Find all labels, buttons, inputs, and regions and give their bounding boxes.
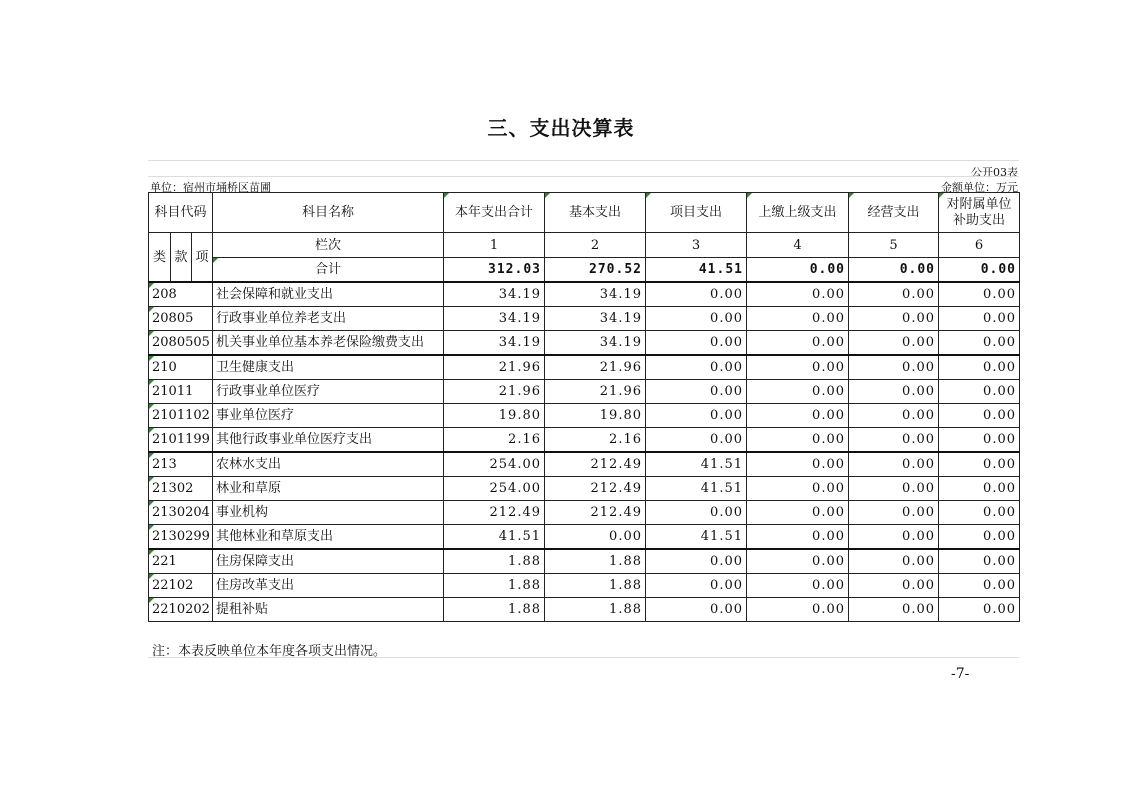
table-row bbox=[149, 282, 1020, 307]
note-rule bbox=[148, 657, 1019, 658]
row-v2: 212.49 bbox=[545, 452, 646, 477]
row-v2: 2.16 bbox=[545, 428, 646, 453]
row-v5: 0.00 bbox=[849, 452, 939, 477]
col-number-6: 6 bbox=[939, 233, 1020, 258]
table-row bbox=[149, 549, 1020, 574]
row-v4: 0.00 bbox=[747, 282, 849, 307]
row-v4: 0.00 bbox=[747, 598, 849, 622]
row-code: 213 bbox=[149, 452, 213, 477]
row-v2: 34.19 bbox=[545, 282, 646, 307]
row-v3: 0.00 bbox=[646, 549, 747, 574]
header-subject-code: 科目代码 bbox=[149, 193, 213, 233]
row-v5: 0.00 bbox=[849, 549, 939, 574]
row-v2: 212.49 bbox=[545, 477, 646, 501]
row-v5: 0.00 bbox=[849, 380, 939, 404]
row-v5: 0.00 bbox=[849, 598, 939, 622]
row-v2: 34.19 bbox=[545, 331, 646, 356]
row-name: 事业单位医疗 bbox=[213, 404, 444, 428]
row-v6: 0.00 bbox=[939, 428, 1020, 453]
table-row bbox=[149, 404, 1020, 428]
total-v6: 0.00 bbox=[939, 258, 1020, 283]
row-code: 20805 bbox=[149, 307, 213, 331]
header-lanci: 栏次 bbox=[213, 233, 444, 258]
row-v4: 0.00 bbox=[747, 549, 849, 574]
header-col5: 经营支出 bbox=[849, 193, 939, 233]
table-row bbox=[149, 525, 1020, 550]
row-name: 林业和草原 bbox=[213, 477, 444, 501]
row-v4: 0.00 bbox=[747, 331, 849, 356]
row-code: 2130204 bbox=[149, 501, 213, 525]
header-col6: 对附属单位补助支出 bbox=[939, 193, 1020, 233]
row-code: 2080505 bbox=[149, 331, 213, 356]
row-v5: 0.00 bbox=[849, 477, 939, 501]
row-v6: 0.00 bbox=[939, 282, 1020, 307]
table-row bbox=[149, 598, 1020, 622]
row-v4: 0.00 bbox=[747, 355, 849, 380]
row-v2: 1.88 bbox=[545, 574, 646, 598]
header-col4: 上缴上级支出 bbox=[747, 193, 849, 233]
row-name: 其他林业和草原支出 bbox=[213, 525, 444, 550]
row-v6: 0.00 bbox=[939, 307, 1020, 331]
total-v5: 0.00 bbox=[849, 258, 939, 283]
row-name: 农林水支出 bbox=[213, 452, 444, 477]
row-v2: 34.19 bbox=[545, 307, 646, 331]
top-rule bbox=[148, 160, 1019, 161]
row-code: 208 bbox=[149, 282, 213, 307]
row-code: 21302 bbox=[149, 477, 213, 501]
row-code: 2101199 bbox=[149, 428, 213, 453]
row-v1: 34.19 bbox=[444, 331, 545, 356]
column-number-row bbox=[149, 233, 1020, 258]
row-v6: 0.00 bbox=[939, 331, 1020, 356]
row-v2: 1.88 bbox=[545, 598, 646, 622]
row-v1: 212.49 bbox=[444, 501, 545, 525]
row-v5: 0.00 bbox=[849, 307, 939, 331]
row-name: 行政事业单位医疗 bbox=[213, 380, 444, 404]
row-code: 221 bbox=[149, 549, 213, 574]
row-v6: 0.00 bbox=[939, 598, 1020, 622]
row-v4: 0.00 bbox=[747, 452, 849, 477]
page-title: 三、支出决算表 bbox=[487, 116, 635, 140]
row-v4: 0.00 bbox=[747, 380, 849, 404]
row-name: 住房改革支出 bbox=[213, 574, 444, 598]
expenditure-table bbox=[148, 192, 1020, 622]
row-v3: 0.00 bbox=[646, 598, 747, 622]
row-name: 住房保障支出 bbox=[213, 549, 444, 574]
total-v3: 41.51 bbox=[646, 258, 747, 283]
row-v1: 1.88 bbox=[444, 549, 545, 574]
meta-rule bbox=[148, 176, 1019, 177]
row-v6: 0.00 bbox=[939, 525, 1020, 550]
row-v1: 21.96 bbox=[444, 355, 545, 380]
row-v3: 0.00 bbox=[646, 380, 747, 404]
row-v5: 0.00 bbox=[849, 501, 939, 525]
row-v6: 0.00 bbox=[939, 501, 1020, 525]
row-v3: 41.51 bbox=[646, 525, 747, 550]
row-v1: 21.96 bbox=[444, 380, 545, 404]
row-v4: 0.00 bbox=[747, 428, 849, 453]
row-v1: 34.19 bbox=[444, 282, 545, 307]
row-v4: 0.00 bbox=[747, 525, 849, 550]
row-v3: 0.00 bbox=[646, 404, 747, 428]
row-code: 2130299 bbox=[149, 525, 213, 550]
row-v2: 19.80 bbox=[545, 404, 646, 428]
col-number-4: 4 bbox=[747, 233, 849, 258]
row-v4: 0.00 bbox=[747, 501, 849, 525]
row-v3: 0.00 bbox=[646, 501, 747, 525]
header-col2: 基本支出 bbox=[545, 193, 646, 233]
row-v2: 21.96 bbox=[545, 380, 646, 404]
table-row bbox=[149, 574, 1020, 598]
row-v3: 41.51 bbox=[646, 477, 747, 501]
row-v1: 254.00 bbox=[444, 452, 545, 477]
row-v3: 0.00 bbox=[646, 331, 747, 356]
total-v1: 312.03 bbox=[444, 258, 545, 283]
row-name: 行政事业单位养老支出 bbox=[213, 307, 444, 331]
row-v2: 1.88 bbox=[545, 549, 646, 574]
row-v5: 0.00 bbox=[849, 355, 939, 380]
row-v2: 212.49 bbox=[545, 501, 646, 525]
row-v6: 0.00 bbox=[939, 574, 1020, 598]
row-code: 2210202 bbox=[149, 598, 213, 622]
row-v1: 34.19 bbox=[444, 307, 545, 331]
col-number-2: 2 bbox=[545, 233, 646, 258]
row-v2: 21.96 bbox=[545, 355, 646, 380]
table-row bbox=[149, 380, 1020, 404]
row-code: 21011 bbox=[149, 380, 213, 404]
header-row bbox=[149, 193, 1020, 233]
row-v5: 0.00 bbox=[849, 282, 939, 307]
header-xiang: 项 bbox=[192, 233, 213, 283]
row-v2: 0.00 bbox=[545, 525, 646, 550]
header-col1: 本年支出合计 bbox=[444, 193, 545, 233]
table-row bbox=[149, 452, 1020, 477]
header-subject-name: 科目名称 bbox=[213, 193, 444, 233]
form-code: 公开03表 bbox=[971, 166, 1018, 179]
col-number-5: 5 bbox=[849, 233, 939, 258]
col-number-3: 3 bbox=[646, 233, 747, 258]
row-v4: 0.00 bbox=[747, 307, 849, 331]
row-v1: 2.16 bbox=[444, 428, 545, 453]
row-v3: 0.00 bbox=[646, 307, 747, 331]
page-number: -7- bbox=[951, 666, 970, 682]
row-name: 其他行政事业单位医疗支出 bbox=[213, 428, 444, 453]
row-code: 22102 bbox=[149, 574, 213, 598]
row-v4: 0.00 bbox=[747, 574, 849, 598]
row-v1: 1.88 bbox=[444, 574, 545, 598]
table-row bbox=[149, 331, 1020, 356]
row-name: 事业机构 bbox=[213, 501, 444, 525]
row-v3: 0.00 bbox=[646, 282, 747, 307]
row-v3: 0.00 bbox=[646, 574, 747, 598]
row-code: 2101102 bbox=[149, 404, 213, 428]
header-lei: 类 bbox=[149, 233, 171, 283]
row-v5: 0.00 bbox=[849, 574, 939, 598]
table-row bbox=[149, 307, 1020, 331]
row-name: 提租补贴 bbox=[213, 598, 444, 622]
header-kuan: 款 bbox=[171, 233, 192, 283]
row-v6: 0.00 bbox=[939, 404, 1020, 428]
table-row bbox=[149, 428, 1020, 453]
table-row bbox=[149, 477, 1020, 501]
row-v5: 0.00 bbox=[849, 428, 939, 453]
table-row bbox=[149, 501, 1020, 525]
row-v4: 0.00 bbox=[747, 404, 849, 428]
table-row bbox=[149, 355, 1020, 380]
row-v6: 0.00 bbox=[939, 452, 1020, 477]
header-col3: 项目支出 bbox=[646, 193, 747, 233]
row-v3: 0.00 bbox=[646, 428, 747, 453]
row-v6: 0.00 bbox=[939, 477, 1020, 501]
col-number-1: 1 bbox=[444, 233, 545, 258]
row-v1: 19.80 bbox=[444, 404, 545, 428]
row-name: 社会保障和就业支出 bbox=[213, 282, 444, 307]
row-v5: 0.00 bbox=[849, 331, 939, 356]
row-v6: 0.00 bbox=[939, 380, 1020, 404]
row-v3: 41.51 bbox=[646, 452, 747, 477]
total-row bbox=[149, 258, 1020, 283]
total-v4: 0.00 bbox=[747, 258, 849, 283]
row-name: 卫生健康支出 bbox=[213, 355, 444, 380]
row-v5: 0.00 bbox=[849, 525, 939, 550]
row-name: 机关事业单位基本养老保险缴费支出 bbox=[213, 331, 444, 356]
unit-label: 单位：宿州市埇桥区苗圃 bbox=[150, 181, 271, 194]
table-note: 注：本表反映单位本年度各项支出情况。 bbox=[152, 644, 387, 659]
row-v1: 1.88 bbox=[444, 598, 545, 622]
row-v3: 0.00 bbox=[646, 355, 747, 380]
total-label: 合计 bbox=[213, 258, 444, 283]
row-v6: 0.00 bbox=[939, 355, 1020, 380]
row-v6: 0.00 bbox=[939, 549, 1020, 574]
amount-unit: 金额单位：万元 bbox=[941, 181, 1018, 194]
total-v2: 270.52 bbox=[545, 258, 646, 283]
row-v1: 41.51 bbox=[444, 525, 545, 550]
row-v1: 254.00 bbox=[444, 477, 545, 501]
row-v4: 0.00 bbox=[747, 477, 849, 501]
row-v5: 0.00 bbox=[849, 404, 939, 428]
row-code: 210 bbox=[149, 355, 213, 380]
